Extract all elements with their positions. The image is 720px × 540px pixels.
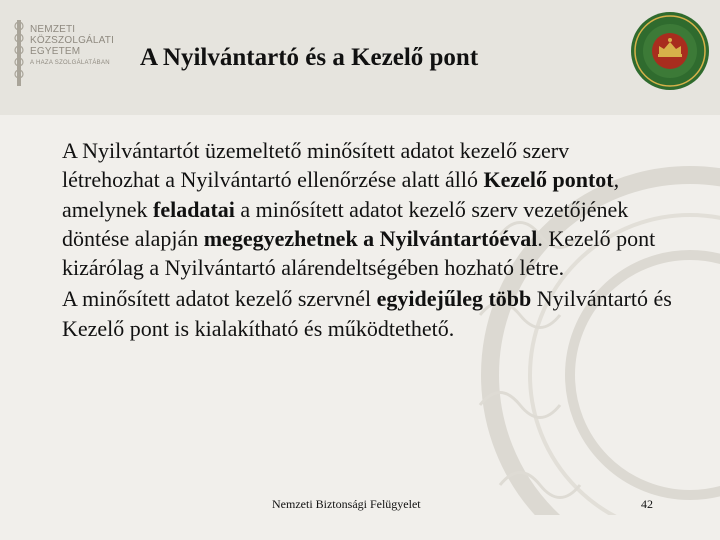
body-paragraph-1 <box>62 136 672 282</box>
paragraph-2-text-1: A minősített adatot kezelő szervnél <box>62 286 377 312</box>
paragraph-1-text-2: , amelynek <box>62 167 620 222</box>
body-paragraph-2 <box>62 284 672 343</box>
logo-line-2: KÖZSZOLGÁLATI <box>30 35 115 46</box>
paragraph-1-bold-3: megegyezhetnek a Nyilvántartóéval <box>203 225 538 251</box>
paragraph-1-text-3: a minősített adatot kezelő szerv vezetőjének döntése alapján <box>62 196 629 251</box>
paragraph-1-bold-2: feladatai <box>153 196 235 222</box>
paragraph-1-bold-1: Kezelő pontot <box>483 167 614 193</box>
footer-text: Nemzeti Biztonsági Felügyelet <box>272 497 421 511</box>
university-logo <box>12 18 122 88</box>
slide-body <box>62 136 672 343</box>
university-crest-icon <box>12 18 26 88</box>
logo-line-3: EGYETEM <box>30 46 81 57</box>
slide-title: A Nyilvántartó és a Kezelő pont <box>140 44 479 71</box>
university-seal-icon <box>629 10 711 92</box>
slide-header <box>0 0 720 115</box>
paragraph-2-bold-1: egyidejűleg több <box>376 286 532 312</box>
paragraph-1-text-4: . Kezelő pont kizárólag a Nyilvántartó alárendeltségében hozható létre. <box>62 225 656 281</box>
paragraph-2-text-2: Nyilvántartó és Kezelő pont is kialakítható és működtethető. <box>62 286 672 341</box>
page-number: 42 <box>641 497 653 511</box>
logo-line-1: NEMZETI <box>30 24 76 35</box>
logo-line-4: A HAZA SZOLGÁLATÁBAN <box>30 60 110 66</box>
paragraph-1-text-1: A Nyilvántartót üzemeltető minősített adatot kezelő szerv létrehozhat a Nyilvántartó ellenőrzése alatt álló <box>62 138 570 193</box>
